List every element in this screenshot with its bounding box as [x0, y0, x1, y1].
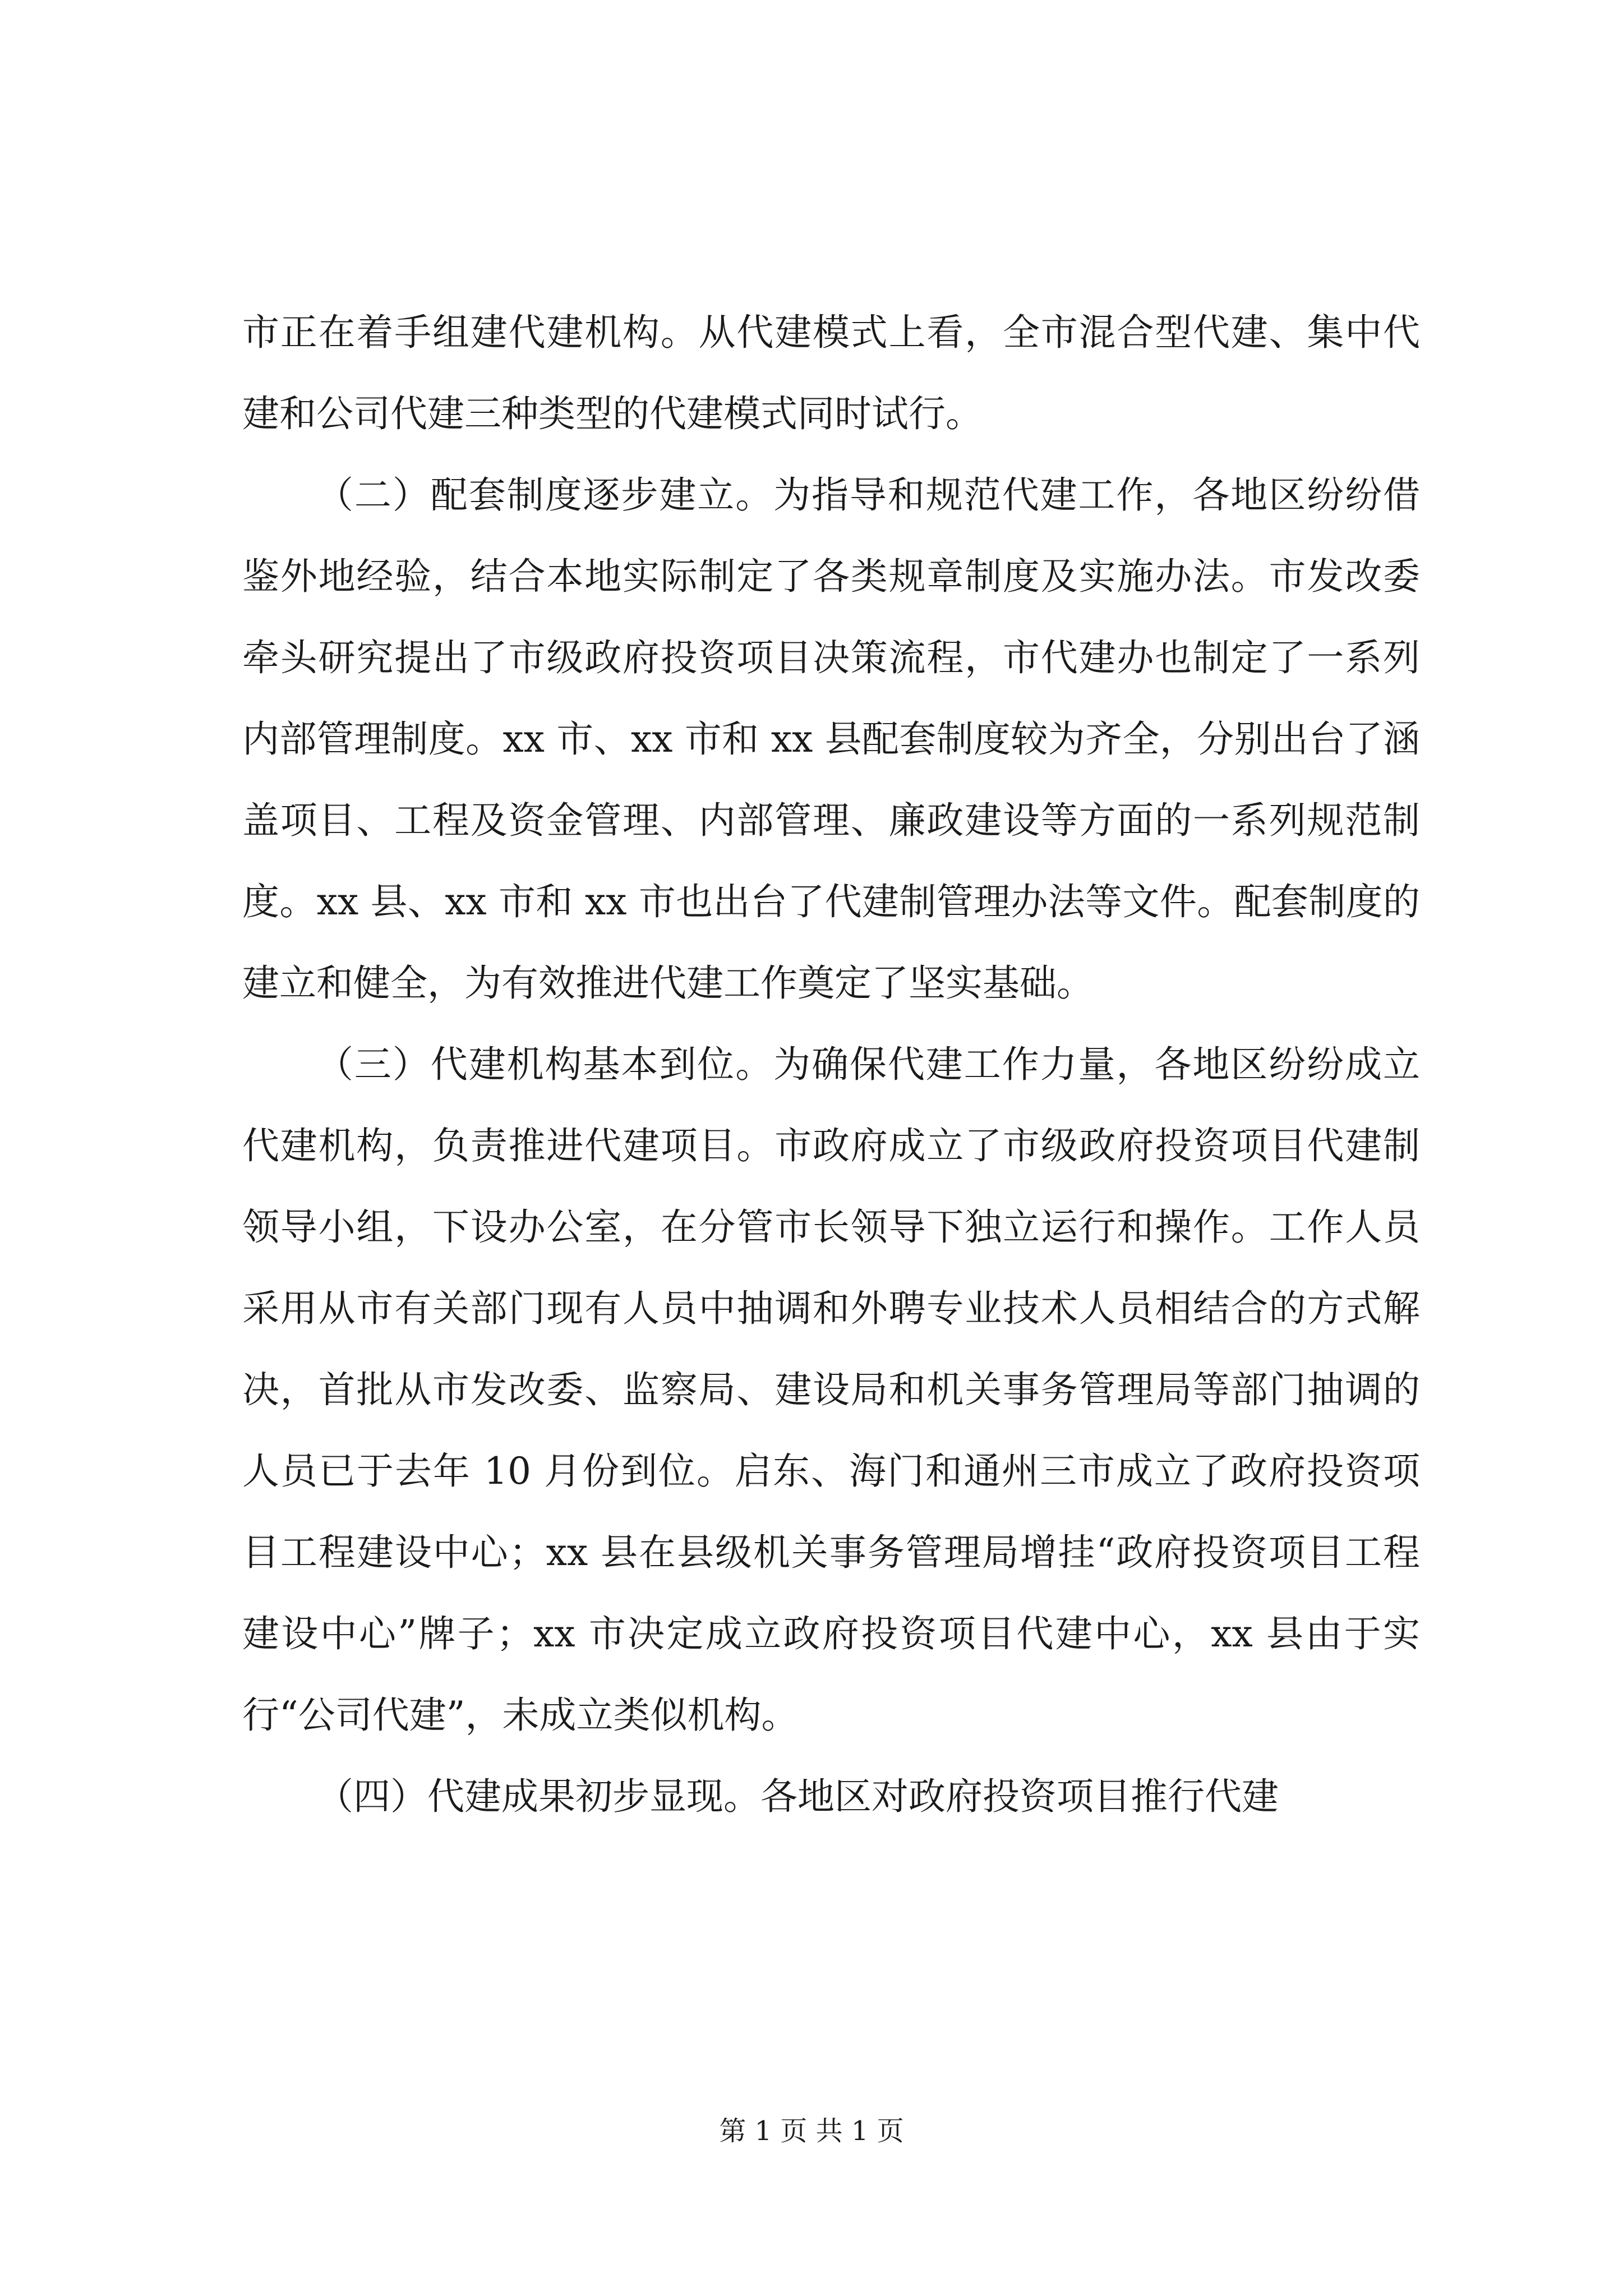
paragraph-section-4: （四）代建成果初步显现。各地区对政府投资项目推行代建 — [316, 1775, 1279, 1818]
paragraph-section-3: （三）代建机构基本到位。为确保代建工作力量，各地区纷纷成立代建机构，负责推进代建项目。市政府成立了市级政府投资项目代建制领导小组，下设办公室，在分管市长领导下独立运行和操作。工作人员采用从市有关部门现有人员中抽调和外聘专业技术人员相结合的方式解决，首批从市发改委、监察局、建设局和机关事务管理局等部门抽调的人员已于去年 10 月份到位。启东、海门和通州三市成立了政府投资项目工程建设中心；xx 县在县级机关事务管理局增挂“政府投资项目工程建设中心”牌子；xx 市决定成立政府投资项目代建中心，xx 县由于实行“公司代建”，未成立类似机构。 — [242, 1043, 1420, 1737]
paragraph-continuation: 市正在着手组建代建机构。从代建模式上看，全市混合型代建、集中代建和公司代建三种类型的代建模式同时试行。 — [242, 311, 1420, 435]
page-footer: 第 1 页 共 1 页 — [719, 2115, 904, 2147]
document-body — [242, 292, 1420, 1837]
paragraph-section-2: （二）配套制度逐步建立。为指导和规范代建工作，各地区纷纷借鉴外地经验，结合本地实际制定了各类规章制度及实施办法。市发改委牵头研究提出了市级政府投资项目决策流程，市代建办也制定了一系列内部管理制度。xx 市、xx 市和 xx 县配套制度较为齐全，分别出台了涵盖项目、工程及资金管理、内部管理、廉政建设等方面的一系列规范制度。xx 县、xx 市和 xx 市也出台了代建制管理办法等文件。配套制度的建立和健全，为有效推进代建工作奠定了坚实基础。 — [242, 473, 1420, 1005]
